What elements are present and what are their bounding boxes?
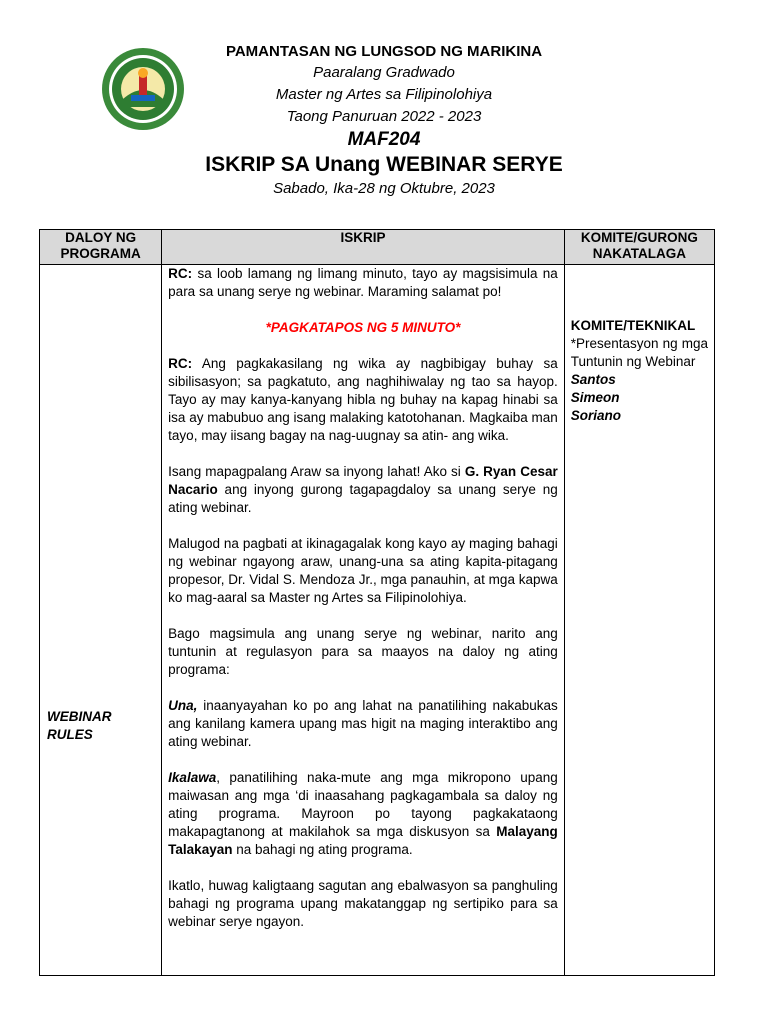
document-date: Sabado, Ika-28 ng Oktubre, 2023 — [273, 180, 495, 197]
host-name: G. Ryan Cesar Nacario — [168, 464, 558, 497]
course-code: MAF204 — [347, 129, 421, 150]
script-paragraph: Una, inaanyayahan ko po ang lahat na panatilihing nakabukas ang kanilang kamera upang mas higit na maging interaktibo ang ating webinar. — [168, 698, 558, 749]
script-paragraph: RC: Ang pagkakasilang ng wika ay nagbibigay buhay sa sibilisasyon; sa pagkatuto, ang naghihiwalay ng tao sa hayop. Tayo ay may kanya-kanyang hibla ng buhay na kapag hinabi sa isa ay mabubuo ang isang malaking katotohanan. Magkaiba man tayo, may iisang bagay na nag-uugnay sa atin- ang wika. — [168, 356, 558, 443]
script-table — [39, 229, 715, 976]
script-paragraph: Ikalawa, panatilihing naka-mute ang mga mikropono upang maiwasan ang mga ‘di inaasahang pagkagambala sa daloy ng ating programa. Mayroon po tayong pagkakataong makapagtanong at makilahok sa mga diskusyon sa Malayang Talakayan na bahagi ng ating programa. — [168, 770, 558, 857]
header-committee: KOMITE/GURONG NAKATALAGA — [564, 230, 714, 265]
committee-title: KOMITE/TEKNIKAL — [570, 318, 696, 333]
script-paragraph: Ikatlo, huwag kaligtaang sagutan ang ebalwasyon sa panghuling bahagi ng programa upang makatanggap ng sertipiko para sa webinar serye ngayon. — [168, 878, 558, 929]
flow-label: WEBINAR RULES — [47, 709, 112, 742]
speaker-label: RC: — [168, 356, 193, 371]
script-paragraph: Bago magsimula ang unang serye ng webinar, narito ang tuntunin at regulasyon para sa maayos na daloy ng ating programa: — [168, 626, 558, 677]
school-year: Taong Panuruan 2022 - 2023 — [286, 108, 482, 125]
script-paragraph: Malugod na pagbati at ikinagagalak kong kayo ay maging bahagi ng webinar ngayong araw, unang-una sa ating kapita-pitagang propesor, Dr. Vidal S. Mendoza Jr., mga panauhin, at mga kapwa ko mag-aaral sa Master ng Artes sa Filipinolohiya. — [168, 536, 558, 605]
program-name: Master ng Artes sa Filipinolohiya — [275, 86, 493, 103]
university-name: PAMANTASAN NG LUNGSOD NG MARIKINA — [225, 43, 543, 60]
table-row — [40, 265, 715, 976]
flow-cell — [40, 265, 162, 976]
rule-lead: Una, — [168, 698, 198, 713]
school-name: Paaralang Gradwado — [313, 64, 455, 81]
rule-lead: Ikalawa — [168, 770, 217, 785]
script-paragraph: Isang mapagpalang Araw sa inyong lahat! Ako si G. Ryan Cesar Nacario ang inyong gurong tagapagdaloy sa unang serye ng ating webinar. — [168, 464, 558, 515]
script-cell — [162, 265, 565, 976]
script-paragraph: RC: sa loob lamang ng limang minuto, tayo ay magsisimula na para sa unang serye ng webinar. Maraming salamat po! — [168, 266, 558, 299]
speaker-label: RC: — [168, 266, 193, 281]
header-flow: DALOY NG PROGRAMA — [40, 230, 162, 265]
cue-text: *PAGKATAPOS NG 5 MINUTO* — [265, 320, 461, 335]
table-header-row — [40, 230, 715, 265]
committee-member: Simeon — [570, 390, 620, 405]
header-script: ISKRIP — [162, 230, 565, 265]
committee-cell — [564, 265, 714, 976]
committee-member: Santos — [570, 372, 616, 387]
committee-task: *Presentasyon ng mga Tuntunin ng Webinar — [570, 336, 708, 369]
document-title: ISKRIP SA Unang WEBINAR SERYE — [205, 153, 563, 176]
document-header — [0, 40, 768, 210]
segment-name: Malayang Talakayan — [168, 824, 558, 857]
committee-member: Soriano — [570, 408, 622, 423]
